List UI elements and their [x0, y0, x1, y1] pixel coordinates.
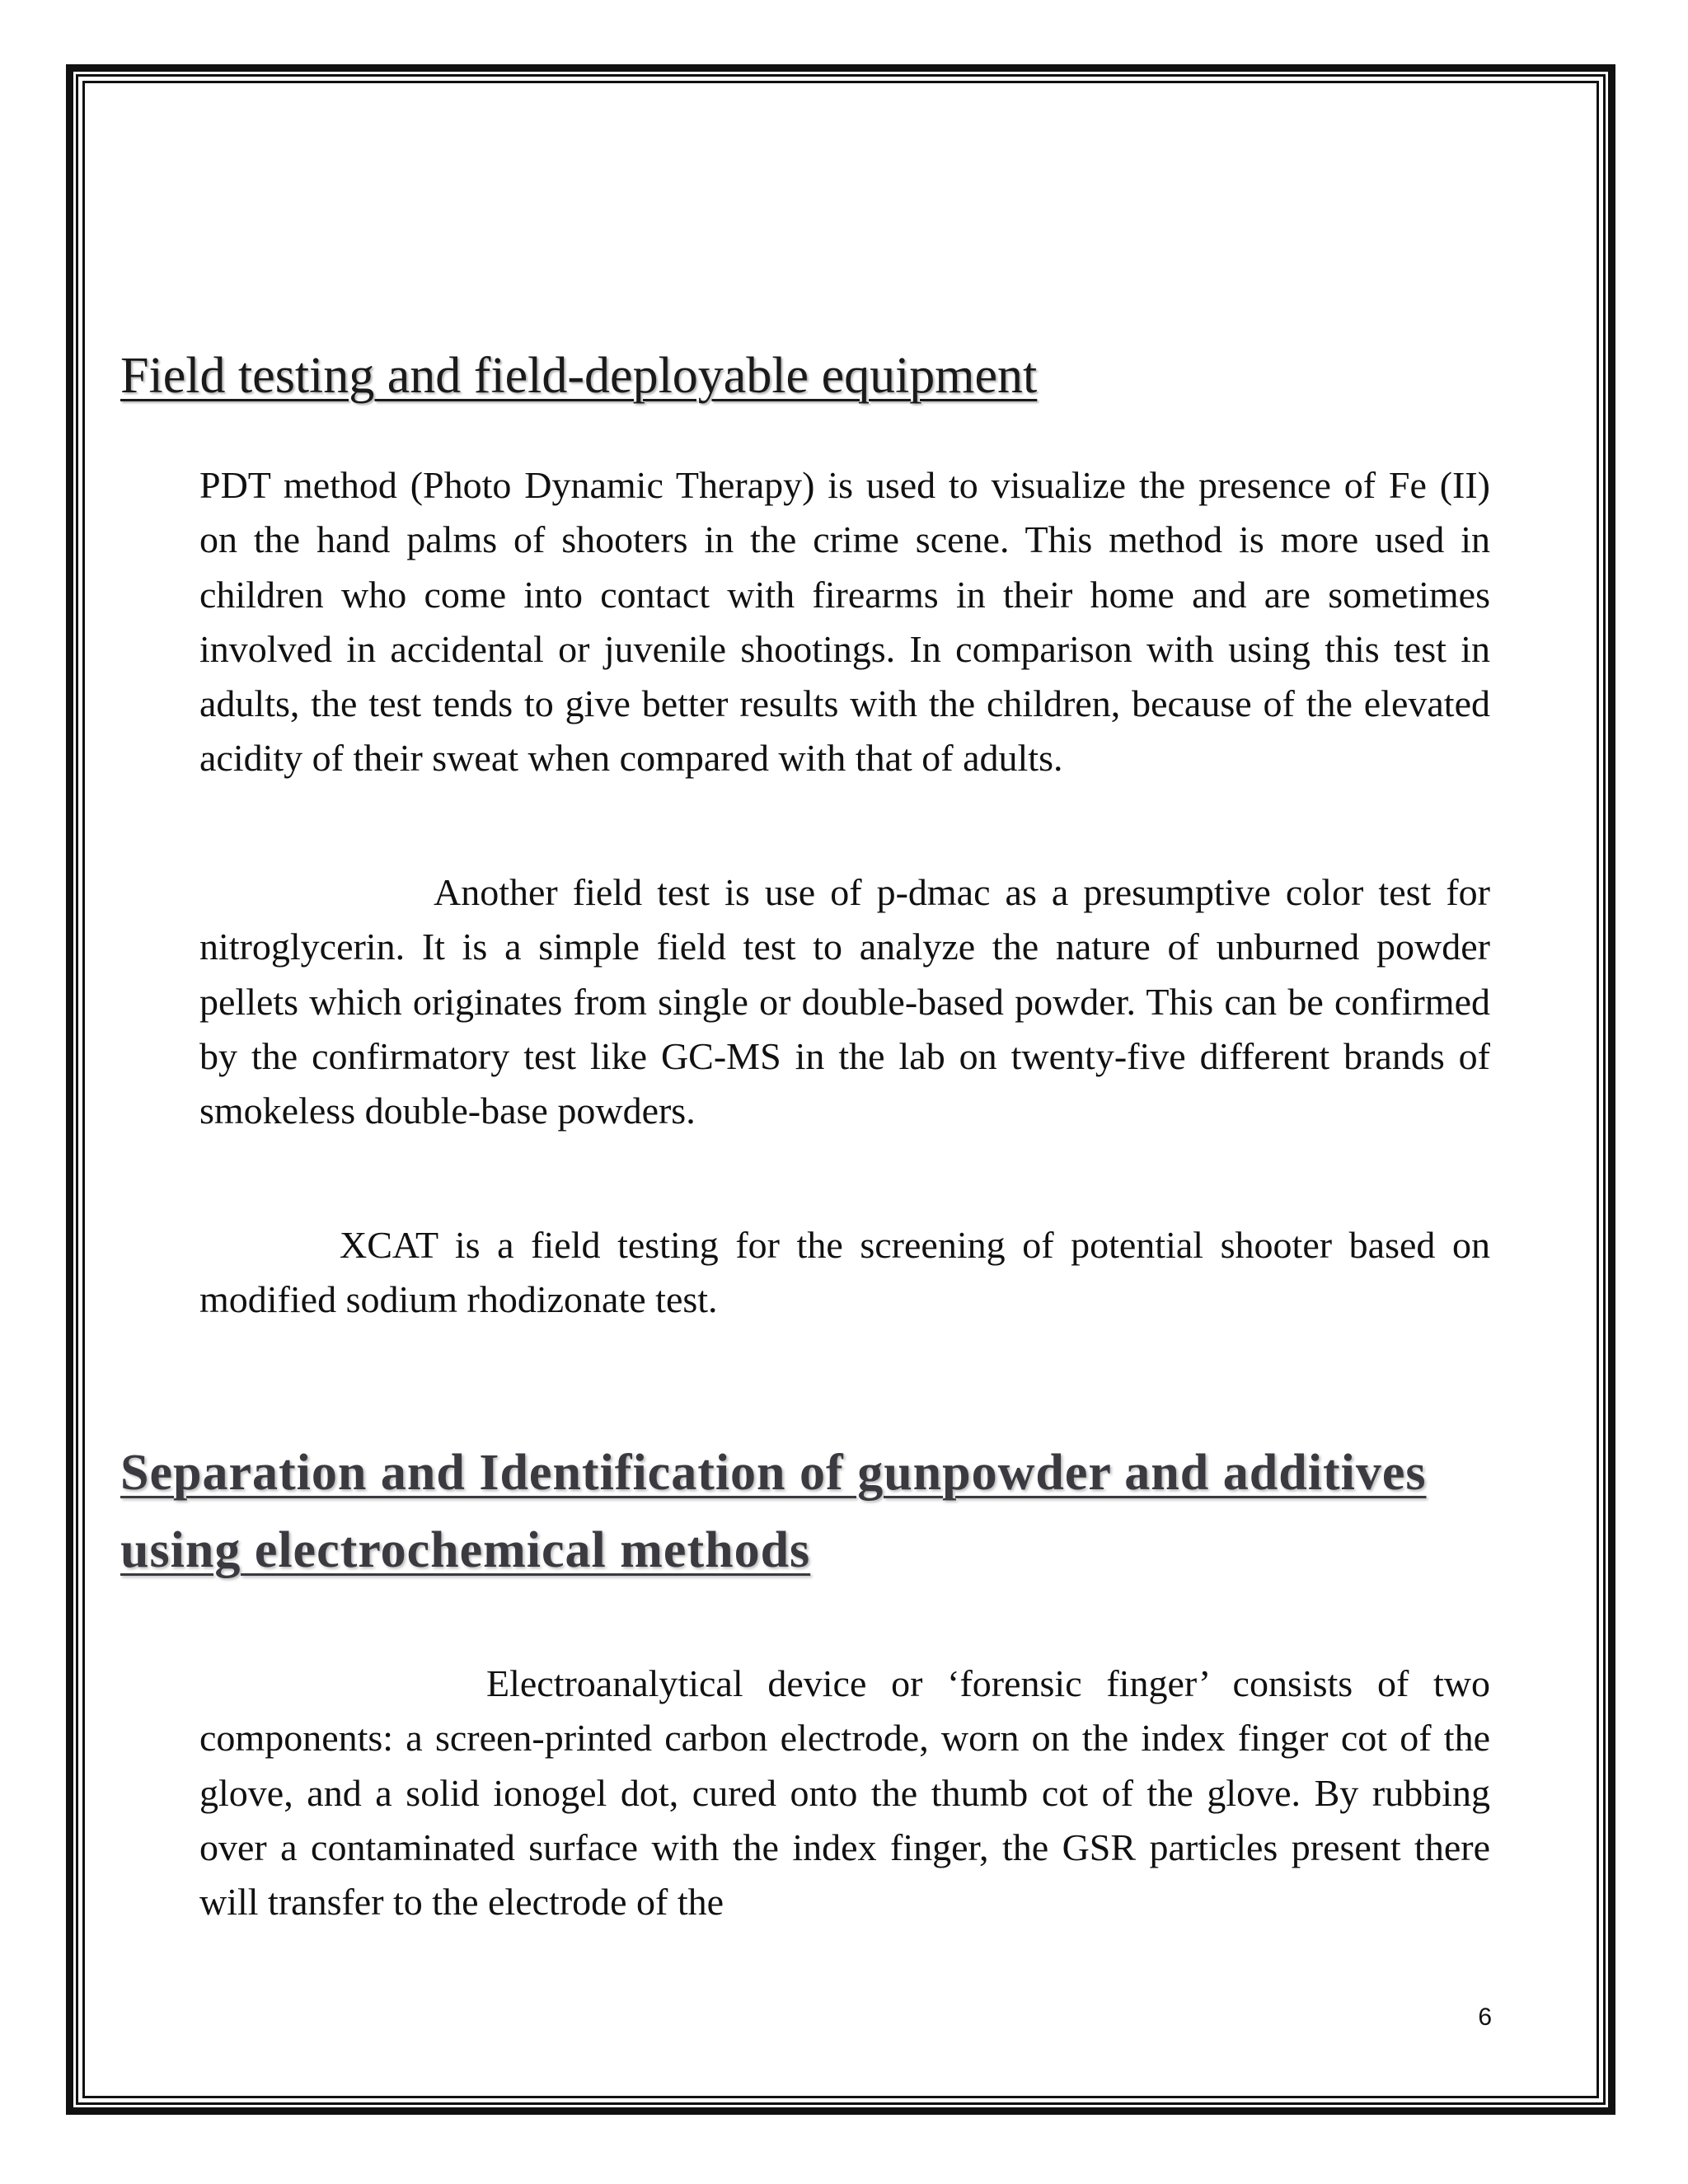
page-number: 6 — [1478, 2004, 1492, 2031]
paragraph-forensic-finger: Electroanalytical device or ‘forensic finger’ consists of two components: a screen-printed carbon electrode, worn on the index finger cot of the glove, and a solid ionogel dot, cured onto the thumb cot of the glove. By rubbing over a contaminated surface with the index finger, the GSR particles present there will transfer to the electrode of the — [199, 1662, 1490, 1924]
paragraph-xcat: XCAT is a field testing for the screening of potential shooter based on modified sodium rhodizonate test. — [199, 1224, 1490, 1321]
section-heading-field-testing: Field testing and field-deployable equipment — [120, 348, 1038, 404]
paragraph-pdt-method: PDT method (Photo Dynamic Therapy) is used to visualize the presence of Fe (II) on the hand palms of shooters in the crime scene. This method is more used in children who come into contact with firearms in their home and are sometimes involved in accidental or juvenile shootings. In comparison with using this test in adults, the test tends to give better results with the children, because of the elevated acidity of their sweat when compared with that of adults. — [199, 464, 1490, 780]
section-heading-separation: Separation and Identification of gunpowder and additives using electrochemical methods — [120, 1445, 1427, 1578]
paragraph-p-dmac-test: Another field test is use of p-dmac as a presumptive color test for nitroglycerin. It is a simple field test to analyze the nature of unburned powder pellets which originates from single or double-based powder. This can be confirmed by the confirmatory test like GC-MS in the lab on twenty-five different brands of smokeless double-base powders. — [199, 871, 1490, 1132]
